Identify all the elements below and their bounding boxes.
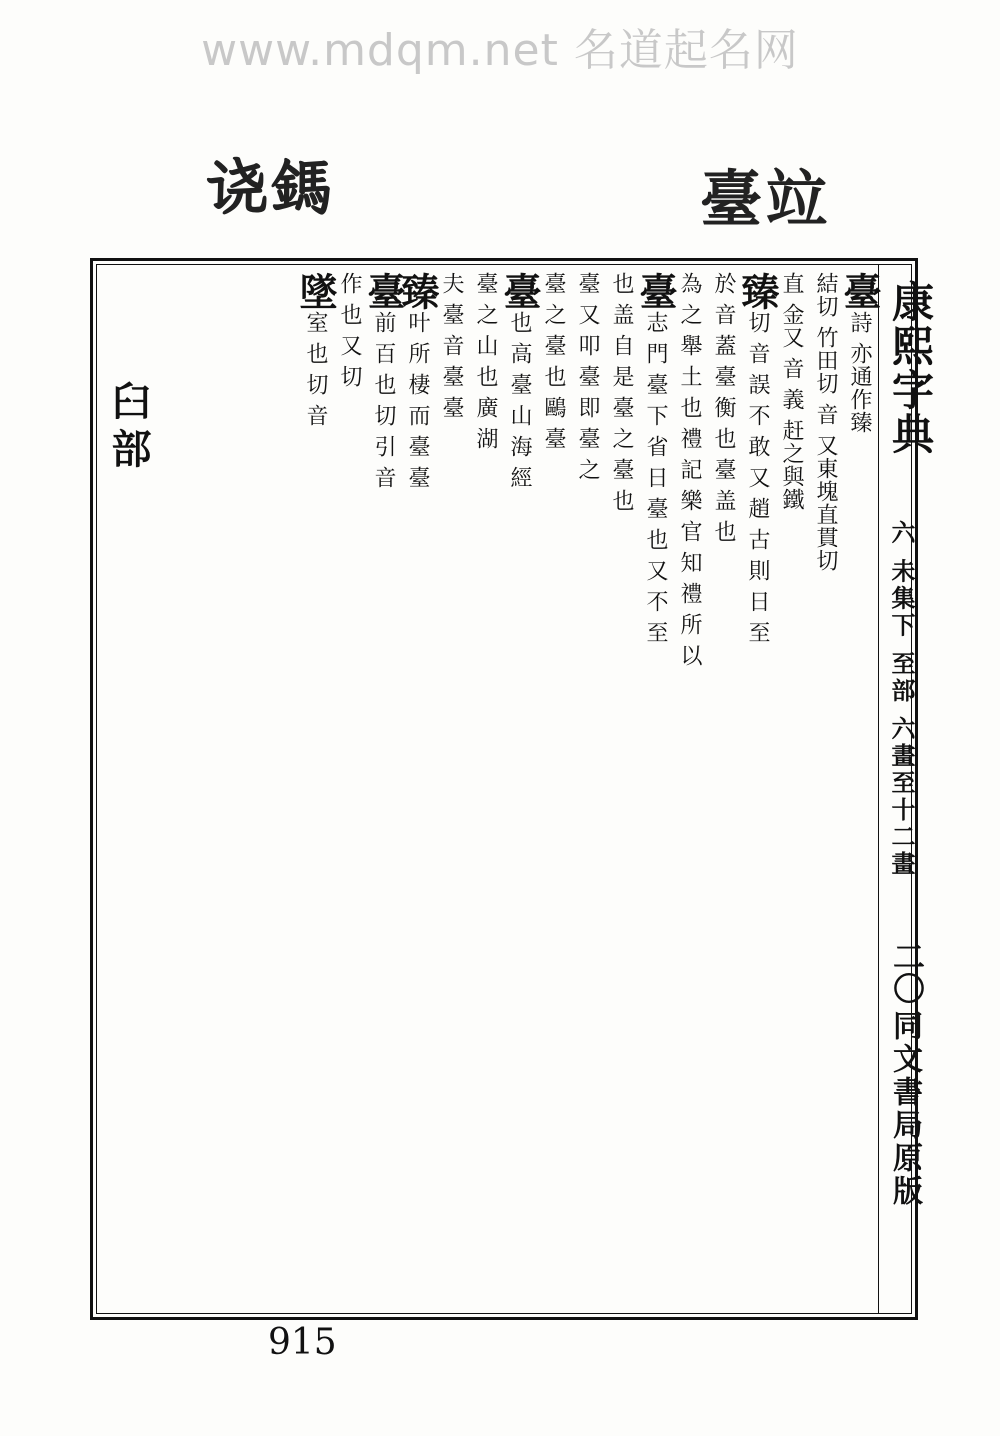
text-column — [497, 272, 542, 1308]
page-number: 915 — [268, 1322, 337, 1363]
headword: 臺 — [633, 272, 678, 311]
text-column — [395, 272, 440, 1308]
seal-script-right: 臺竝 — [700, 163, 833, 236]
dictionary-title: 康熙字典 — [886, 280, 935, 456]
text-column — [837, 272, 882, 1308]
text-column: 直 金又 音 義 赶之與鐵 — [779, 272, 804, 511]
column-text: 前 百 也 切 引 音 — [371, 311, 396, 489]
headword: 墜 — [293, 272, 338, 311]
headword: 臻 — [395, 272, 440, 311]
text-columns — [110, 272, 882, 1308]
site-watermark: www.mdqm.net 名道起名网 — [201, 25, 799, 76]
column-text: 詩 亦通作臻 — [847, 311, 872, 434]
headword: 臺 — [497, 272, 542, 311]
header-divider — [878, 264, 879, 1314]
column-text: 室 也 切 音 — [303, 311, 328, 427]
text-column — [293, 272, 338, 1308]
text-column — [633, 272, 678, 1308]
text-column: 為 之 舉 土 也 禮 記 樂 官 知 禮 所 以 — [677, 272, 702, 667]
column-text: 叶 所 棲 而 臺 臺 — [405, 311, 430, 489]
text-column — [735, 272, 780, 1308]
column-text: 切 音 誤 不 敢 又 趙 古 則 日 至 — [745, 311, 770, 644]
section-label: 六 未集下 至部 六畫至十二畫 — [887, 520, 916, 879]
headword: 臺 — [837, 272, 882, 311]
folio-number: 二〇 — [888, 940, 926, 1004]
text-column — [361, 272, 406, 1308]
column-text: 也 高 臺 山 海 經 — [507, 311, 532, 489]
text-column: 於 音 蓋 臺 衡 也 臺 盖 也 — [711, 272, 736, 543]
text-column: 臺 之 山 也 廣 湖 — [473, 272, 498, 450]
seal-script-left: 𫍢鎷 — [205, 150, 338, 223]
headword: 臺 — [361, 272, 406, 311]
text-column: 夫 臺 音 臺 臺 — [439, 272, 464, 419]
text-column: 也 盖 自 是 臺 之 臺 也 — [609, 272, 634, 512]
text-column: 臺 之 臺 也 鷗 臺 — [541, 272, 566, 450]
publisher-label: 同文書局原版 — [887, 1010, 922, 1208]
text-column: 臺 又 叩 臺 即 臺 之 — [575, 272, 600, 481]
text-column: 結切 竹田切 音 又東塊直貫切 — [813, 272, 838, 572]
column-text: 志 門 臺 下 省 日 臺 也 又 不 至 — [643, 311, 668, 644]
text-column: 作 也 又 切 — [337, 272, 362, 388]
headword: 臻 — [735, 272, 780, 311]
radical-section-label: 臼部 — [105, 380, 152, 476]
